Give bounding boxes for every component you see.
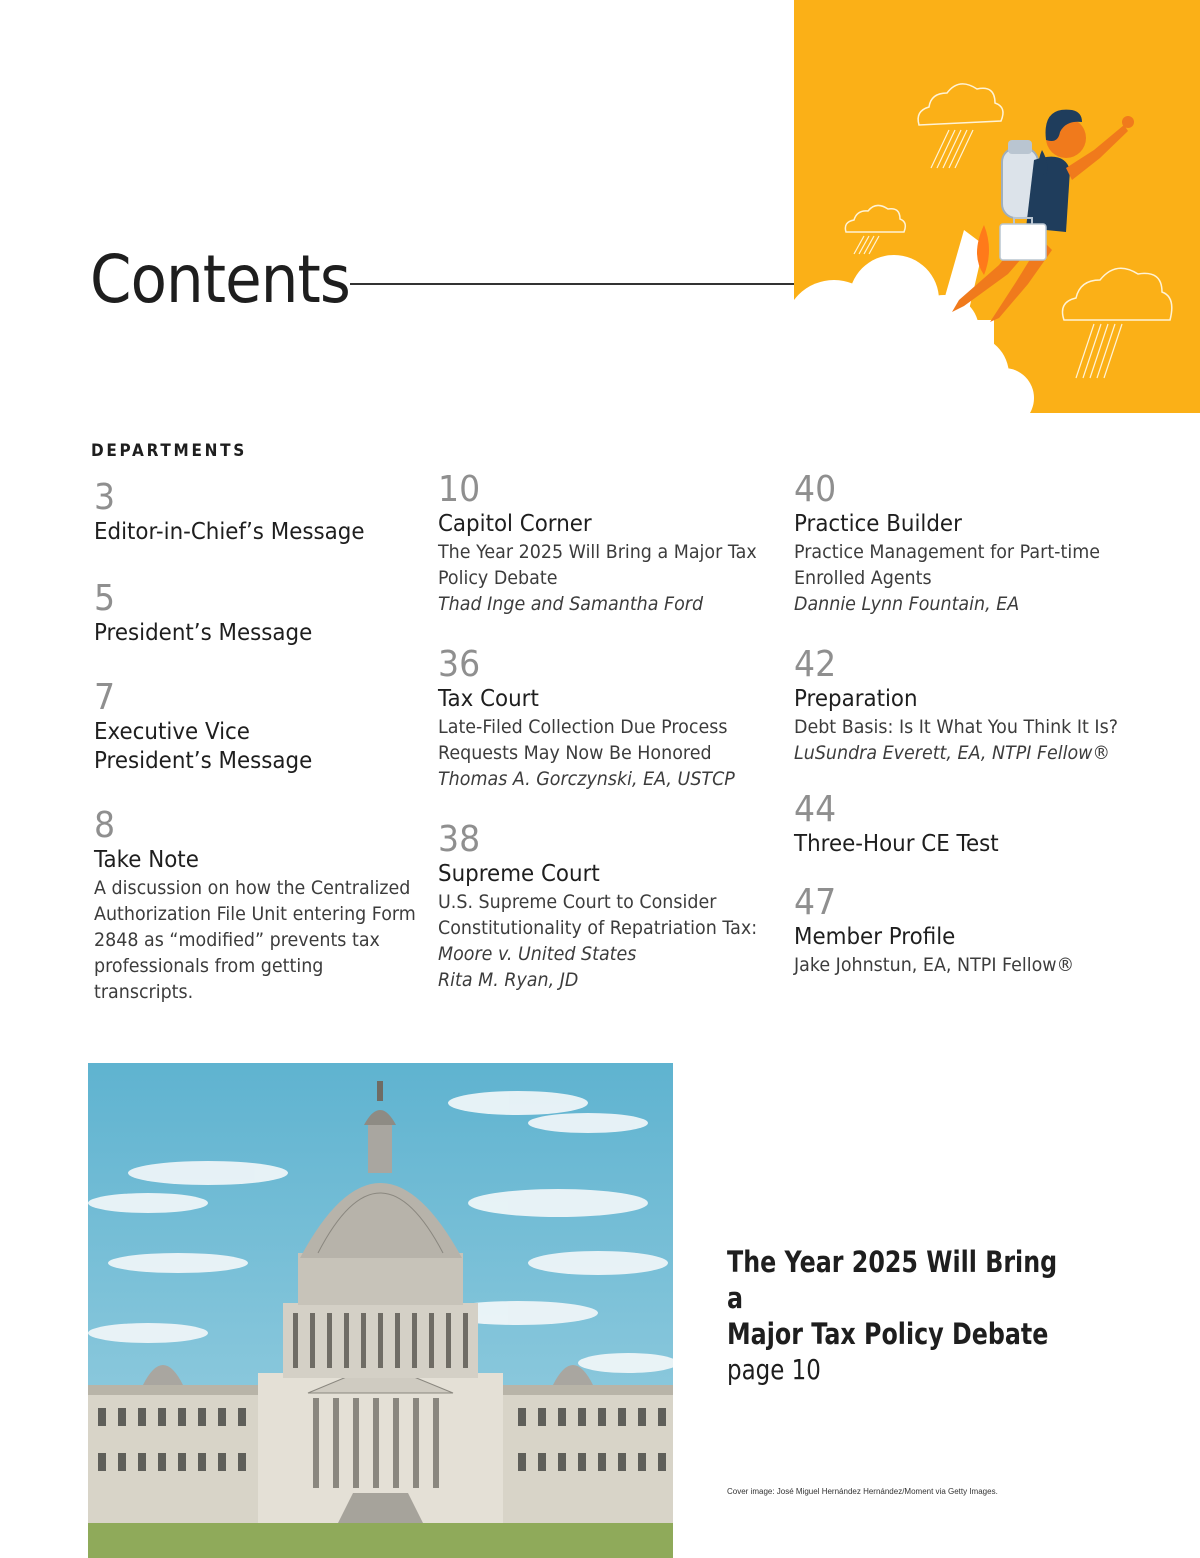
toc-page-number: 40	[794, 469, 837, 510]
jetpack-illustration	[794, 0, 1200, 413]
featured-article-page: page 10	[727, 1353, 821, 1386]
toc-title: Editor-in-Chief’s Message	[94, 519, 365, 545]
toc-page-number: 38	[438, 819, 481, 860]
toc-page-number: 10	[438, 469, 481, 510]
toc-entry[interactable]	[794, 790, 1174, 859]
title-divider	[350, 283, 795, 285]
toc-entry[interactable]	[94, 579, 424, 648]
toc-author: Dannie Lynn Fountain, EA	[794, 593, 1020, 615]
toc-description: U.S. Supreme Court to Consider Constitutionality of Repatriation Tax:	[438, 891, 758, 939]
featured-article-title-line2: Major Tax Policy Debate	[727, 1317, 1049, 1351]
toc-entry[interactable]	[794, 645, 1174, 766]
section-label-departments: DEPARTMENTS	[91, 441, 247, 461]
toc-description: Late-Filed Collection Due Process Requests May Now Be Honored	[438, 716, 728, 764]
toc-page-number: 36	[438, 644, 481, 685]
toc-description: The Year 2025 Will Bring a Major Tax Policy Debate	[438, 541, 757, 589]
toc-title: Preparation	[794, 686, 918, 712]
toc-page-number: 5	[94, 578, 116, 619]
toc-entry[interactable]	[438, 470, 778, 617]
contents-column-3	[794, 470, 1174, 978]
featured-article[interactable]	[727, 1244, 1057, 1388]
toc-description: A discussion on how the Centralized Authorization File Unit entering Form 2848 as “modified” prevents tax professionals from getting transcripts.	[94, 877, 416, 1003]
toc-title: Three-Hour CE Test	[794, 831, 999, 857]
toc-page-number: 44	[794, 789, 837, 830]
toc-page-number: 3	[94, 477, 116, 518]
toc-page-number: 47	[794, 882, 837, 923]
toc-title: Executive Vice President’s Message	[94, 719, 313, 774]
toc-title: Tax Court	[438, 686, 539, 712]
toc-title: Supreme Court	[438, 861, 600, 887]
toc-title: Practice Builder	[794, 511, 962, 537]
cover-image-credit: Cover image: José Miguel Hernández Hernández/Moment via Getty Images.	[727, 1487, 998, 1496]
contents-column-2	[438, 470, 778, 993]
contents-column-1	[94, 478, 424, 1005]
toc-entry[interactable]	[794, 470, 1174, 617]
toc-title: Take Note	[94, 847, 199, 873]
toc-page-number: 42	[794, 644, 837, 685]
toc-description: Debt Basis: Is It What You Think It Is?	[794, 716, 1118, 738]
toc-author: Thomas A. Gorczynski, EA, USTCP	[438, 768, 735, 790]
toc-author: LuSundra Everett, EA, NTPI Fellow®	[794, 742, 1110, 764]
page-title: Contents	[90, 241, 350, 318]
toc-author: Rita M. Ryan, JD	[438, 969, 579, 991]
toc-entry[interactable]	[794, 883, 1174, 978]
toc-description: Jake Johnstun, EA, NTPI Fellow®	[794, 954, 1075, 976]
toc-author: Thad Inge and Samantha Ford	[438, 593, 704, 615]
toc-title: Capitol Corner	[438, 511, 592, 537]
capitol-building-image[interactable]	[88, 1063, 673, 1558]
toc-page-number: 8	[94, 805, 116, 846]
toc-description: Practice Management for Part-time Enrolled Agents	[794, 541, 1100, 589]
toc-entry[interactable]	[438, 820, 778, 993]
toc-entry[interactable]	[438, 645, 778, 792]
toc-page-number: 7	[94, 677, 116, 718]
toc-entry[interactable]	[94, 478, 424, 547]
featured-article-title: The Year 2025 Will Bring a	[727, 1245, 1058, 1315]
toc-title: President’s Message	[94, 620, 313, 646]
toc-case-name: Moore v. United States	[438, 943, 637, 965]
toc-title: Member Profile	[794, 924, 956, 950]
toc-entry[interactable]	[94, 678, 424, 776]
toc-entry[interactable]	[94, 806, 424, 1005]
